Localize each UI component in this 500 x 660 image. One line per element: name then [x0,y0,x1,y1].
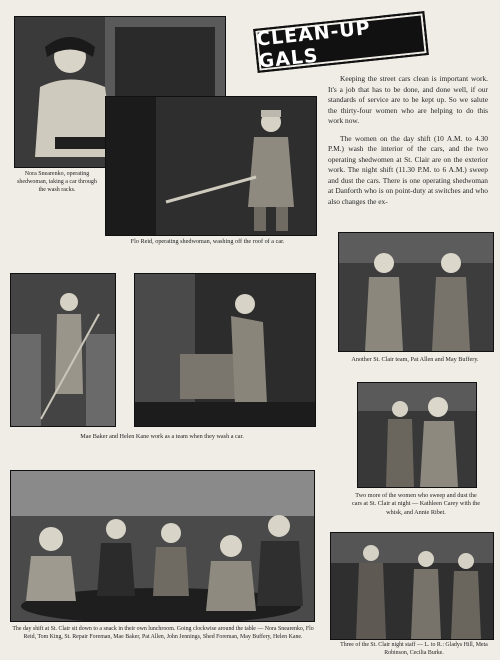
article-paragraph: Keeping the street cars clean is important work. It's a job that has to be done, and done well, if our standards of service are to be kept up. So we salute the thirty-four women who are helping to do this work now. [328,74,488,126]
caption-flo [100,238,315,246]
article-paragraph: The women on the day shift (10 A.M. to 4.30 P.M.) wash the interior of the cars, and the two operating shedwomen at St. Clair are on the exterior work. The night shift (11.30 P.M. to 6 A.M.) sweep and dust the cars. There is one operating shedwoman at Danforth who is on point-duty at switches and who also changes the ex- [328,133,488,206]
photo-flo-reid [105,96,317,236]
caption-another-team-text: Another St. Clair team, Pat Allen and May Buffery. [351,356,479,363]
photo-another-team [338,232,494,352]
photo-mae-baker [10,273,116,427]
caption-flo-text: Flo Reid, operating shedwoman, washing off the roof of a car. [130,238,285,245]
photo-flo-illustration [106,97,316,235]
article-body [328,74,488,214]
caption-lunchroom-text: The day shift at St. Clair sit down to a snack in their own lunchroom. Going clockwise around the table — Nora Snearenko, Flo Reid, Tom King, St. Repair Foreman, Mae Baker, Pat Allen, John Jennings, Shed Foreman, May Buffery, Helen Kane. [12,626,314,640]
caption-another-team [338,356,492,364]
caption-night-staff [336,642,492,658]
photo-night-staff [330,532,494,640]
caption-mae-helen [10,433,314,441]
caption-nora-text: Nora Snearenko, operating shedwoman, taking a car through the wash racks. [17,171,97,194]
photo-night-illustration [331,533,493,639]
caption-sweep-dust [350,492,482,517]
photo-sweep-illustration [358,383,476,487]
page-title-text: CLEAN-UP GALS [255,16,372,73]
page-title [253,11,429,73]
caption-nora [14,170,100,194]
photo-mae-illustration [11,274,115,426]
photo-team-illustration [339,233,493,351]
caption-lunchroom [8,626,318,642]
photo-lunchroom-illustration [11,471,314,621]
caption-mae-helen-text: Mae Baker and Helen Kane work as a team when they wash a car. [80,433,244,440]
photo-helen-illustration [135,274,315,426]
caption-sweep-dust-text: Two more of the women who sweep and dust the cars at St. Clair at night — Kathleen Carey with the whisk, and Annie Ribet. [351,492,480,516]
caption-night-staff-text: Three of the St. Clair night staff — L. to R.: Gladys Hill, Meta Robinson, Cecilia Burke. [340,642,488,656]
photo-lunchroom [10,470,315,622]
photo-sweep-dust [357,382,477,488]
photo-helen-kane [134,273,316,427]
